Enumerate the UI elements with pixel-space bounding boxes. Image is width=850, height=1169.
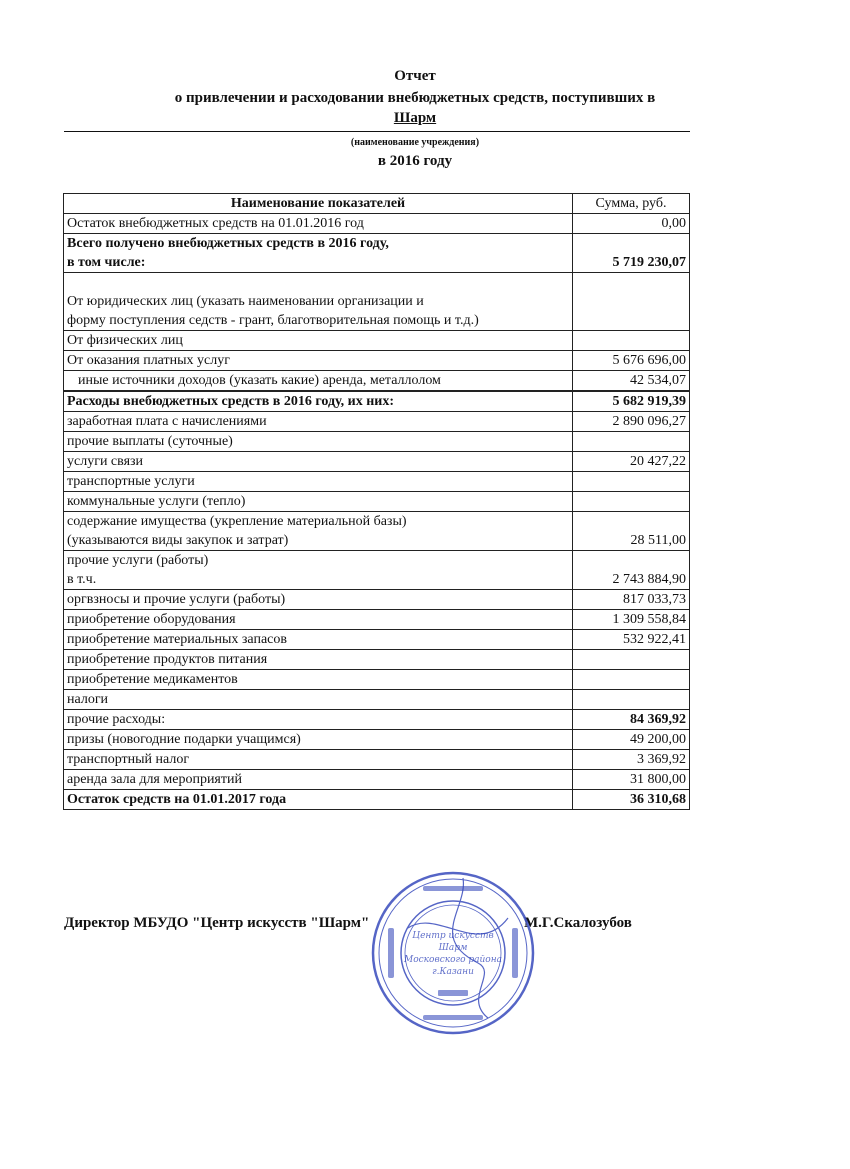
row-label: От юридических лиц (указать наименовании организации и форму поступления седств - грант, благотворительная помощь и т.д.) (64, 273, 573, 331)
table-row (64, 790, 690, 810)
table-row (64, 392, 690, 412)
row-label: приобретение медикаментов (64, 670, 573, 690)
row-value: 5 719 230,07 (573, 234, 690, 273)
table-row (64, 770, 690, 790)
table-row (64, 590, 690, 610)
row-value: 36 310,68 (573, 790, 690, 810)
table-row (64, 730, 690, 750)
row-value (573, 273, 690, 331)
table-row (64, 710, 690, 730)
table-row (64, 472, 690, 492)
row-label: иные источники доходов (указать какие) аренда, металлолом (64, 371, 573, 391)
row-label: заработная плата с начислениями (64, 412, 573, 432)
signature-position: Директор МБУДО "Центр искусств "Шарм" (64, 915, 370, 931)
table-row (64, 551, 690, 590)
table-row (64, 273, 690, 331)
row-label: транспортный налог (64, 750, 573, 770)
row-label: прочие услуги (работы) в т.ч. (64, 551, 573, 590)
row-value: 2 743 884,90 (573, 551, 690, 590)
table-row (64, 412, 690, 432)
row-value: 84 369,92 (573, 710, 690, 730)
row-label: приобретение материальных запасов (64, 630, 573, 650)
stamp-line-4: г.Казани (432, 967, 474, 977)
column-header-sum: Сумма, руб. (573, 194, 690, 214)
stamp-line-2: Шарм (438, 943, 468, 953)
table-row (64, 650, 690, 670)
row-value (573, 472, 690, 492)
row-value: 5 682 919,39 (573, 392, 690, 412)
row-value (573, 331, 690, 351)
table-row (64, 750, 690, 770)
row-value (573, 690, 690, 710)
table-row (64, 331, 690, 351)
official-stamp (368, 868, 538, 1038)
row-label: содержание имущества (укрепление материальной базы) (указываются виды закупок и затрат) (64, 512, 573, 551)
row-value: 20 427,22 (573, 452, 690, 472)
table-row (64, 690, 690, 710)
table-row (64, 452, 690, 472)
report-title: Отчет (394, 68, 436, 84)
table-row (64, 371, 690, 391)
row-label: налоги (64, 690, 573, 710)
row-label: прочие расходы: (64, 710, 573, 730)
row-value: 49 200,00 (573, 730, 690, 750)
row-value: 3 369,92 (573, 750, 690, 770)
row-value: 5 676 696,00 (573, 351, 690, 371)
row-value: 28 511,00 (573, 512, 690, 551)
row-label: Остаток внебюджетных средств на 01.01.2016 год (64, 214, 573, 234)
row-label: транспортные услуги (64, 472, 573, 492)
row-label: Расходы внебюджетных средств в 2016 году, их них: (64, 392, 573, 412)
row-value: 2 890 096,27 (573, 412, 690, 432)
row-label: оргвзносы и прочие услуги (работы) (64, 590, 573, 610)
row-label: коммунальные услуги (тепло) (64, 492, 573, 512)
table-row (64, 351, 690, 371)
organization-name: Шарм (393, 110, 437, 126)
report-year: в 2016 году (377, 153, 453, 169)
organization-caption: (наименование учреждения) (350, 137, 480, 148)
row-value (573, 492, 690, 512)
row-label: услуги связи (64, 452, 573, 472)
underline-rule (64, 131, 690, 132)
row-label: приобретение оборудования (64, 610, 573, 630)
table-row (64, 214, 690, 234)
row-label: Остаток средств на 01.01.2017 года (64, 790, 573, 810)
table-row (64, 610, 690, 630)
row-value: 42 534,07 (573, 371, 690, 391)
row-value: 817 033,73 (573, 590, 690, 610)
row-value: 1 309 558,84 (573, 610, 690, 630)
column-header-name: Наименование показателей (64, 194, 573, 214)
row-label: От оказания платных услуг (64, 351, 573, 371)
table-header-row (64, 194, 690, 214)
row-label: аренда зала для мероприятий (64, 770, 573, 790)
signature-name: М.Г.Скалозубов (524, 915, 632, 931)
row-label: Всего получено внебюджетных средств в 2016 году, в том числе: (64, 234, 573, 273)
row-value: 0,00 (573, 214, 690, 234)
row-label: призы (новогодние подарки учащимся) (64, 730, 573, 750)
table-row (64, 512, 690, 551)
table-row (64, 234, 690, 273)
row-value: 532 922,41 (573, 630, 690, 650)
report-subtitle: о привлечении и расходовании внебюджетных средств, поступивших в (174, 90, 656, 106)
row-label: прочие выплаты (суточные) (64, 432, 573, 452)
row-value: 31 800,00 (573, 770, 690, 790)
row-value (573, 432, 690, 452)
report-table (63, 193, 690, 810)
row-label: От физических лиц (64, 331, 573, 351)
table-row (64, 670, 690, 690)
stamp-line-3: Московского района (403, 955, 503, 965)
table-row (64, 630, 690, 650)
row-value (573, 650, 690, 670)
table-row (64, 492, 690, 512)
stamp-line-1: Центр искусств (412, 931, 494, 941)
table-row (64, 432, 690, 452)
row-label: приобретение продуктов питания (64, 650, 573, 670)
row-value (573, 670, 690, 690)
